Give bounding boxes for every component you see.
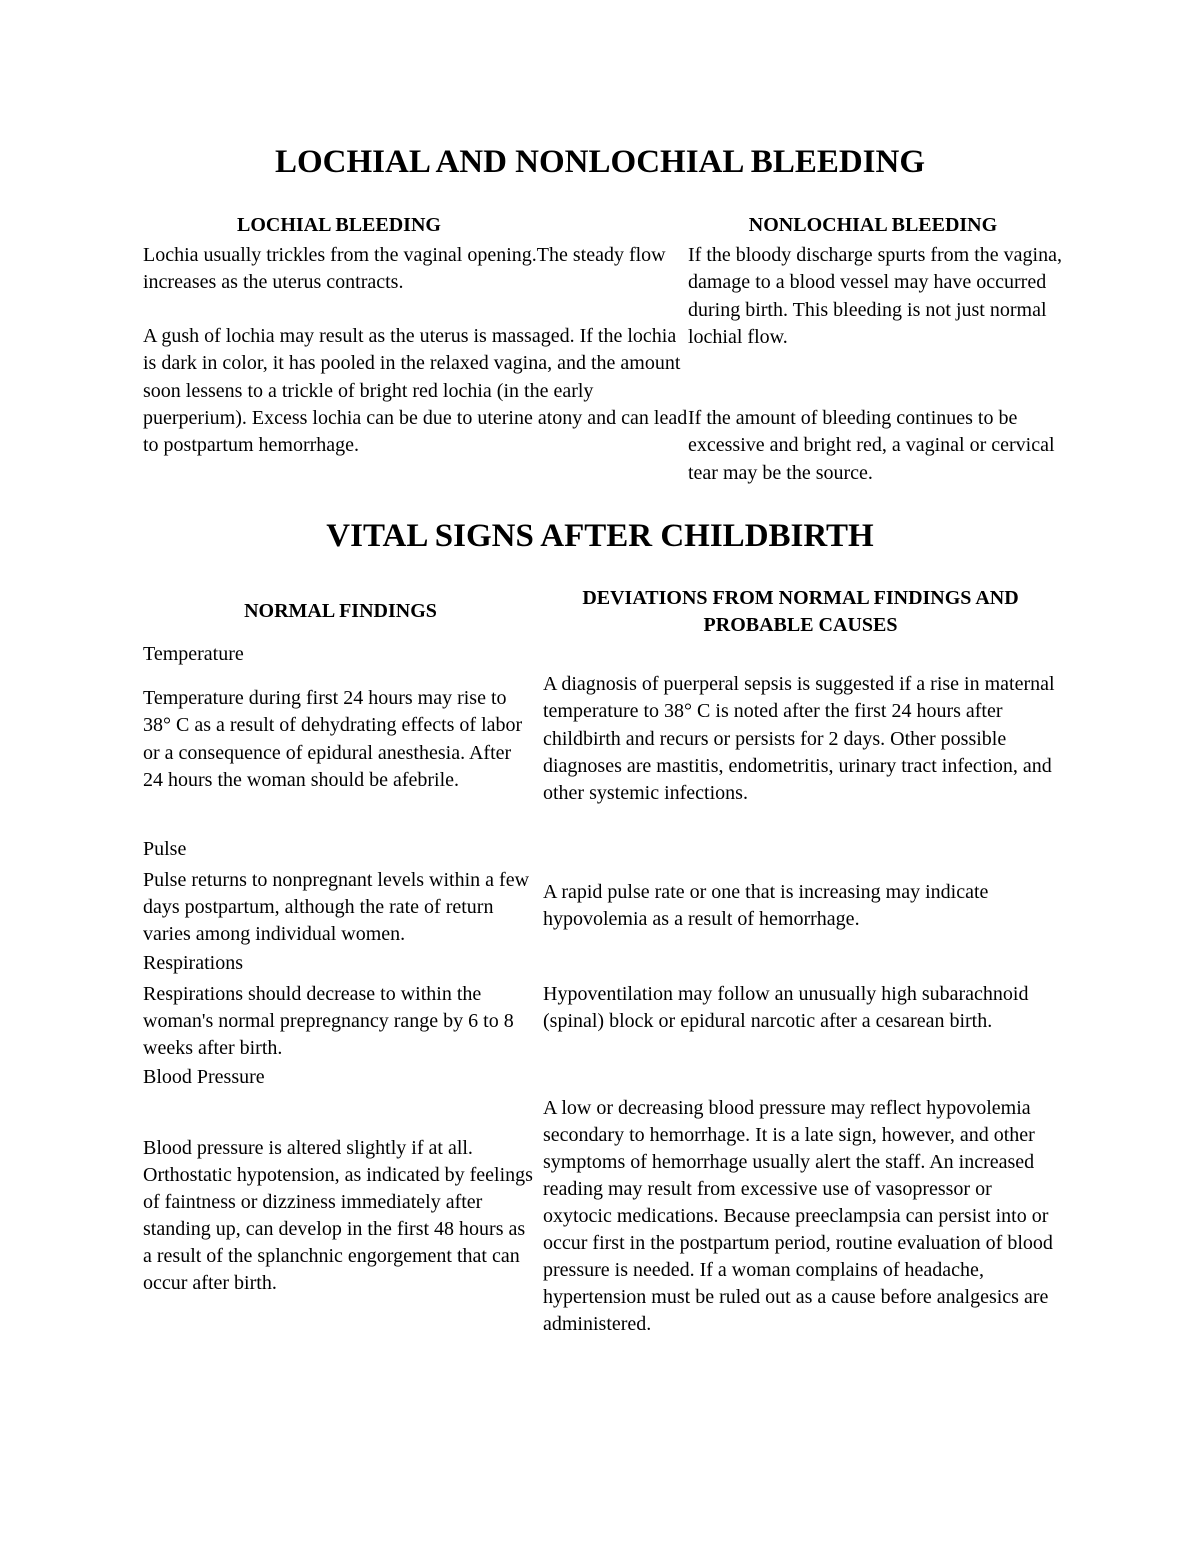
blood-pressure-normal-text: Blood pressure is altered slightly if at all. Orthostatic hypotension, as indicated by feelings of faintness or dizziness immediately after standing up, can develop in the first 48 hours as a result of the splanchnic engorgement that can occur after birth. bbox=[143, 1137, 533, 1294]
respirations-deviation-text: Hypoventilation may follow an unusually high subarachnoid (spinal) block or epidural narcotic after a cesarean birth. bbox=[543, 983, 1029, 1032]
label-temperature: Temperature bbox=[143, 643, 244, 665]
section-title-vital-signs: VITAL SIGNS AFTER CHILDBIRTH bbox=[326, 518, 874, 554]
heading-deviations: DEVIATIONS FROM NORMAL FINDINGS AND PROBABLE CAUSES bbox=[582, 587, 1019, 636]
pulse-normal-text: Pulse returns to nonpregnant levels within a few days postpartum, although the rate of return varies among individual women. bbox=[143, 869, 530, 945]
section-title-bleeding: LOCHIAL AND NONLOCHIAL BLEEDING bbox=[274, 144, 926, 180]
nonlochial-paragraph-1: If the bloody discharge spurts from the vagina, damage to a blood vessel may have occurred during birth. This bleeding is not just normal lochial flow. bbox=[688, 244, 1062, 348]
heading-normal-findings: NORMAL FINDINGS bbox=[244, 600, 437, 622]
label-respirations: Respirations bbox=[143, 952, 243, 974]
label-blood-pressure: Blood Pressure bbox=[143, 1066, 265, 1088]
lochial-paragraph-1: Lochia usually trickles from the vaginal opening.The steady flow increases as the uterus contracts. bbox=[143, 244, 666, 294]
temperature-normal-text: Temperature during first 24 hours may rise to 38° C as a result of dehydrating effects of labor or a consequence of epidural anesthesia. After 24 hours the woman should be afebrile. bbox=[143, 687, 523, 791]
pulse-deviation-text: A rapid pulse rate or one that is increasing may indicate hypovolemia as a result of hemorrhage. bbox=[543, 881, 989, 931]
nonlochial-paragraph-2: If the amount of bleeding continues to be excessive and bright red, a vaginal or cervical tear may be the source. bbox=[688, 407, 1055, 484]
heading-nonlochial-bleeding: NONLOCHIAL BLEEDING bbox=[748, 214, 998, 236]
respirations-normal-text: Respirations should decrease to within the woman's normal prepregnancy range by 6 to 8 weeks after birth. bbox=[143, 983, 514, 1059]
label-pulse: Pulse bbox=[143, 838, 187, 860]
blood-pressure-deviation-text: A low or decreasing blood pressure may reflect hypovolemia secondary to hemorrhage. It is a late sign, however, and other symptoms of hemorrhage usually alert the staff. An increased reading may result from excessive use of vasopressor or oxytocic medications. Because preeclampsia can persist into or occur first in the postpartum period, routine evaluation of blood pressure is needed. If a woman complains of headache, hypertension must be ruled out as a cause before analgesics are administered. bbox=[543, 1097, 1053, 1335]
temperature-deviation-text: A diagnosis of puerperal sepsis is suggested if a rise in maternal temperature to 38° C is noted after the first 24 hours after childbirth and recurs or persists for 2 days. Other possible diagnoses are mastitis, endometritis, urinary tract infection, and other systemic infections. bbox=[543, 673, 1055, 805]
lochial-paragraph-2: A gush of lochia may result as the uterus is massaged. If the lochia is dark in color, it has pooled in the relaxed vagina, and the amount soon lessens to a trickle of bright red lochia (in the early puerperium). Excess lochia can be due to uterine atony and can lead to postpartum hemorrhage. bbox=[143, 325, 688, 457]
heading-lochial-bleeding: LOCHIAL BLEEDING bbox=[237, 214, 441, 236]
